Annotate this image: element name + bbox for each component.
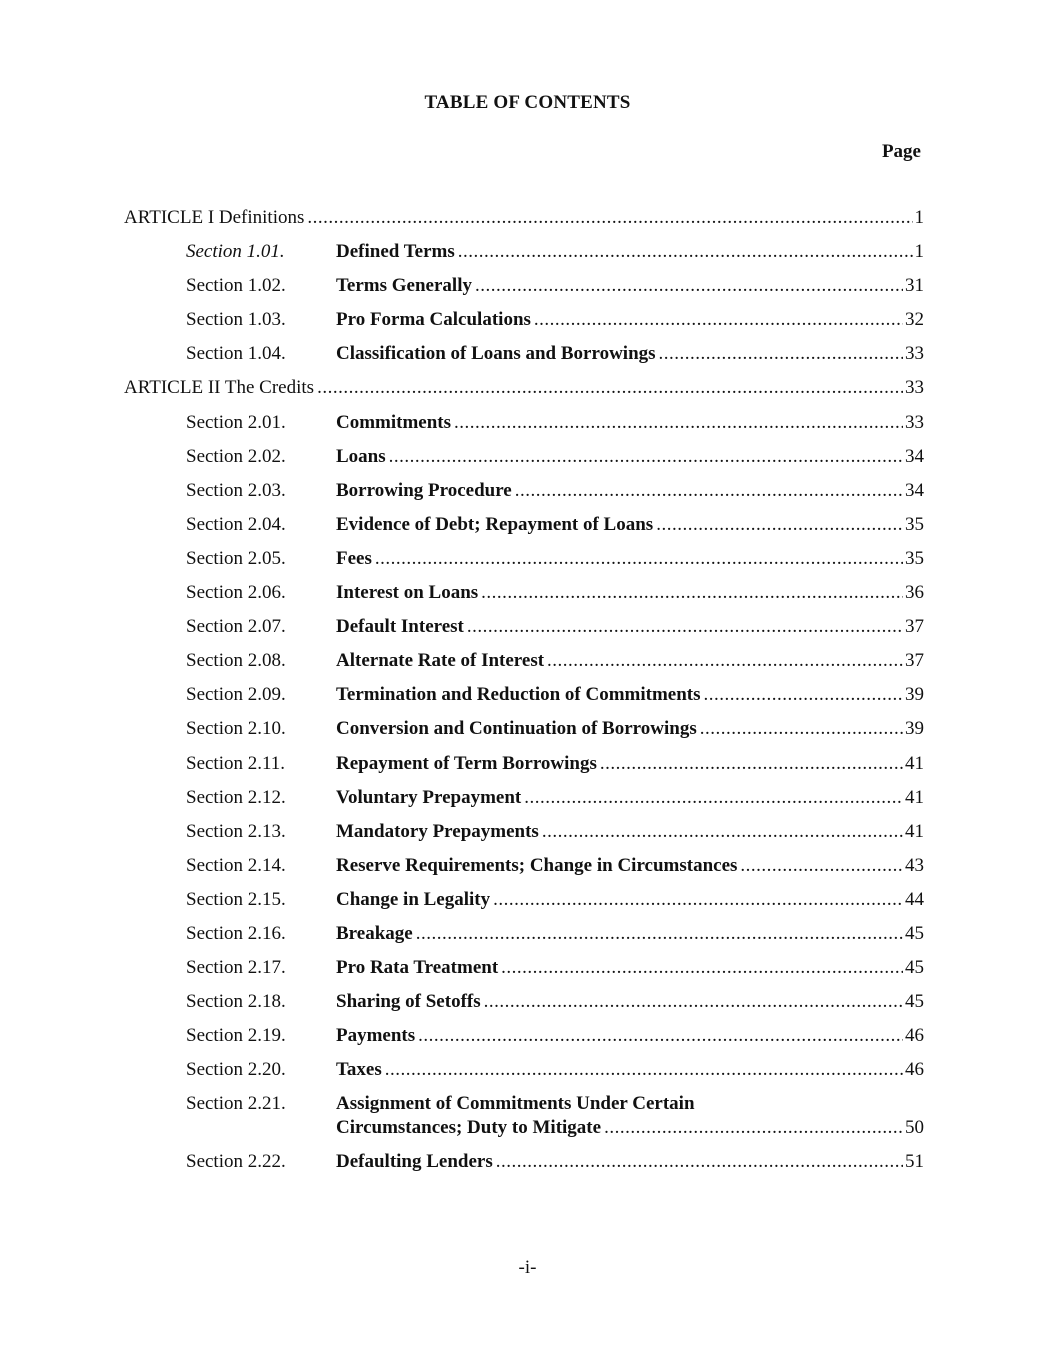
toc-entry-line <box>336 272 924 299</box>
page-number: 45 <box>905 922 924 944</box>
dot-leader <box>496 1148 903 1175</box>
page-number: 43 <box>905 854 924 876</box>
toc-entry-line <box>336 647 924 674</box>
page-number: 37 <box>905 650 924 672</box>
page-column-header: Page <box>881 141 921 162</box>
toc-section-entry[interactable] <box>0 409 1055 443</box>
toc-entry-line <box>336 988 924 1015</box>
dot-leader <box>416 920 903 947</box>
dot-leader <box>501 954 903 981</box>
toc-list <box>0 204 1055 1183</box>
page-number: 36 <box>905 582 924 604</box>
page-number: 41 <box>905 820 924 842</box>
dot-leader <box>385 1056 903 1083</box>
toc-entry-line <box>336 1056 924 1083</box>
toc-entry-line <box>336 340 924 367</box>
dot-leader <box>547 647 903 674</box>
dot-leader <box>659 340 903 367</box>
page-number: 1 <box>914 241 924 263</box>
section-number: Section 1.01. <box>186 241 285 263</box>
section-number: Section 2.15. <box>186 888 286 910</box>
toc-section-entry[interactable] <box>0 920 1055 954</box>
section-title: Evidence of Debt; Repayment of Loans <box>336 513 654 535</box>
toc-section-entry[interactable] <box>0 647 1055 681</box>
dot-leader <box>700 715 903 742</box>
toc-entry-line <box>336 477 924 504</box>
footer-page-number: -i- <box>518 1257 537 1278</box>
section-number: Section 2.09. <box>186 684 286 706</box>
section-title: Fees <box>336 547 372 569</box>
page-number: 35 <box>905 547 924 569</box>
toc-article-entry[interactable] <box>0 374 1055 408</box>
toc-section-entry[interactable] <box>0 1148 1055 1182</box>
section-number: Section 2.14. <box>186 854 286 876</box>
section-title: Mandatory Prepayments <box>336 820 539 842</box>
toc-section-entry[interactable] <box>0 784 1055 818</box>
section-title: Loans <box>336 445 386 467</box>
section-title: Borrowing Procedure <box>336 479 512 501</box>
page-number: 46 <box>905 1059 924 1081</box>
section-title: Default Interest <box>336 616 464 638</box>
toc-entry-line <box>336 409 924 436</box>
toc-entry-line <box>336 545 924 572</box>
page-number: 33 <box>905 411 924 433</box>
section-number: Section 2.03. <box>186 479 286 501</box>
toc-entry-line <box>124 204 924 231</box>
toc-section-entry[interactable] <box>0 681 1055 715</box>
toc-section-entry[interactable] <box>0 1056 1055 1090</box>
page-number: 51 <box>905 1151 924 1173</box>
toc-entry-line <box>336 818 924 845</box>
dot-leader <box>704 681 903 708</box>
section-title: Circumstances; Duty to Mitigate <box>336 1117 602 1139</box>
toc-entry-line <box>336 1022 924 1049</box>
section-number: Section 2.08. <box>186 650 286 672</box>
section-number: Section 2.12. <box>186 786 286 808</box>
section-number: Section 2.20. <box>186 1059 286 1081</box>
section-number: Section 1.04. <box>186 343 286 365</box>
section-number: Section 2.01. <box>186 411 286 433</box>
section-title: Taxes <box>336 1059 382 1081</box>
section-number: Section 2.22. <box>186 1151 286 1173</box>
section-title: Alternate Rate of Interest <box>336 650 545 672</box>
page-number: 46 <box>905 1025 924 1047</box>
dot-leader <box>454 409 903 436</box>
toc-section-entry[interactable] <box>0 545 1055 579</box>
dot-leader <box>317 374 903 401</box>
dot-leader <box>542 818 903 845</box>
toc-title: TABLE OF CONTENTS <box>424 92 631 113</box>
toc-entry-line <box>336 579 924 606</box>
toc-section-entry[interactable] <box>0 238 1055 272</box>
section-title: Commitments <box>336 411 452 433</box>
toc-section-entry[interactable] <box>0 511 1055 545</box>
toc-section-entry[interactable] <box>0 579 1055 613</box>
toc-entry-line <box>336 613 924 640</box>
section-title: Terms Generally <box>336 275 472 297</box>
section-number: Section 2.16. <box>186 922 286 944</box>
page-number: 33 <box>905 343 924 365</box>
toc-entry-line <box>124 374 924 401</box>
page-number: 50 <box>905 1117 924 1139</box>
article-title: ARTICLE I Definitions <box>124 207 305 228</box>
section-number: Section 2.10. <box>186 718 286 740</box>
dot-leader <box>484 988 903 1015</box>
toc-entry-line <box>336 954 924 981</box>
toc-section-entry[interactable] <box>0 852 1055 886</box>
toc-article-entry[interactable] <box>0 204 1055 238</box>
dot-leader <box>656 511 903 538</box>
section-title: Breakage <box>336 922 413 944</box>
dot-leader <box>418 1022 903 1049</box>
section-number: Section 1.02. <box>186 275 286 297</box>
section-title: Conversion and Continuation of Borrowings <box>336 718 697 740</box>
dot-leader <box>481 579 903 606</box>
dot-leader <box>375 545 903 572</box>
section-title: Repayment of Term Borrowings <box>336 752 597 774</box>
dot-leader <box>524 784 903 811</box>
toc-entry-line <box>336 1148 924 1175</box>
toc-entry-line <box>336 852 924 879</box>
toc-entry-line <box>336 681 924 708</box>
section-title: Payments <box>336 1025 416 1047</box>
section-title: Voluntary Prepayment <box>336 786 522 808</box>
dot-leader <box>458 238 913 265</box>
section-number: Section 2.19. <box>186 1025 286 1047</box>
dot-leader <box>475 272 903 299</box>
dot-leader <box>740 852 903 879</box>
toc-entry-line <box>336 443 924 470</box>
page-number: 41 <box>905 786 924 808</box>
page-number: 32 <box>905 309 924 331</box>
dot-leader <box>307 204 912 231</box>
toc-section-entry[interactable] <box>0 988 1055 1022</box>
page-number: 37 <box>905 616 924 638</box>
section-title: Change in Legality <box>336 888 491 910</box>
dot-leader <box>389 443 903 470</box>
section-title: Reserve Requirements; Change in Circumstances <box>336 854 738 876</box>
page-number: 41 <box>905 752 924 774</box>
section-number: Section 2.13. <box>186 820 286 842</box>
section-title-line1: Assignment of Commitments Under Certain <box>336 1093 695 1115</box>
toc-entry-line <box>336 750 924 777</box>
section-number: Section 2.11. <box>186 752 286 774</box>
toc-section-entry[interactable] <box>0 886 1055 920</box>
page-number: 33 <box>905 377 924 399</box>
page-number: 45 <box>905 991 924 1013</box>
toc-section-entry[interactable] <box>0 477 1055 511</box>
toc-section-entry[interactable] <box>0 1022 1055 1056</box>
page-number: 31 <box>905 275 924 297</box>
dot-leader <box>600 750 903 777</box>
section-number: Section 2.04. <box>186 513 286 535</box>
section-title: Classification of Loans and Borrowings <box>336 343 656 365</box>
page-number: 35 <box>905 513 924 535</box>
page-number: 34 <box>905 479 924 501</box>
section-title: Sharing of Setoffs <box>336 991 481 1013</box>
toc-section-entry[interactable] <box>0 306 1055 340</box>
toc-section-entry[interactable] <box>0 818 1055 852</box>
dot-leader <box>515 477 903 504</box>
section-number: Section 2.07. <box>186 616 286 638</box>
toc-entry-line <box>336 920 924 947</box>
toc-section-entry[interactable] <box>0 272 1055 306</box>
section-number: Section 2.06. <box>186 582 286 604</box>
toc-entry-line <box>336 784 924 811</box>
toc-entry-line <box>336 715 924 742</box>
dot-leader <box>467 613 903 640</box>
page-number: 44 <box>905 888 924 910</box>
section-number: Section 2.21. <box>186 1093 286 1115</box>
toc-section-entry[interactable] <box>0 1090 1055 1148</box>
toc-section-entry[interactable] <box>0 613 1055 647</box>
dot-leader <box>534 306 903 333</box>
section-title: Defined Terms <box>336 241 455 263</box>
section-title: Interest on Loans <box>336 582 479 604</box>
toc-entry-line <box>336 306 924 333</box>
toc-entry-line <box>336 1114 924 1141</box>
section-number: Section 2.17. <box>186 957 286 979</box>
section-title: Pro Forma Calculations <box>336 309 531 331</box>
toc-section-entry[interactable] <box>0 954 1055 988</box>
toc-entry-line <box>336 886 924 913</box>
section-number: Section 2.18. <box>186 991 286 1013</box>
section-number: Section 2.02. <box>186 445 286 467</box>
toc-entry-line <box>336 238 924 265</box>
page-number: 1 <box>914 207 924 228</box>
page-number: 45 <box>905 957 924 979</box>
toc-section-entry[interactable] <box>0 443 1055 477</box>
toc-entry-line <box>336 511 924 538</box>
dot-leader <box>604 1114 903 1141</box>
page-number: 39 <box>905 684 924 706</box>
section-number: Section 1.03. <box>186 309 286 331</box>
article-title: ARTICLE II The Credits <box>124 377 315 399</box>
section-title: Termination and Reduction of Commitments <box>336 684 701 706</box>
toc-section-entry[interactable] <box>0 715 1055 749</box>
page-number: 34 <box>905 445 924 467</box>
dot-leader <box>493 886 903 913</box>
toc-section-entry[interactable] <box>0 340 1055 374</box>
section-title: Defaulting Lenders <box>336 1151 493 1173</box>
section-number: Section 2.05. <box>186 547 286 569</box>
section-title: Pro Rata Treatment <box>336 957 499 979</box>
toc-section-entry[interactable] <box>0 750 1055 784</box>
page-number: 39 <box>905 718 924 740</box>
